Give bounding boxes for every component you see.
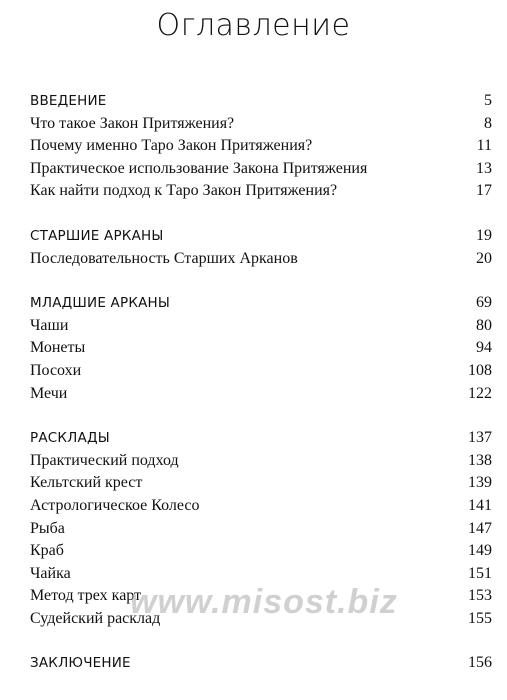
- table-of-contents: [30, 90, 492, 675]
- toc-entry-title: Судейский расклад: [30, 609, 161, 627]
- toc-entry: [30, 337, 492, 360]
- toc-page-number: 137: [468, 429, 492, 447]
- toc-page-number: 13: [476, 159, 492, 177]
- toc-entry-title: Чайка: [30, 564, 71, 582]
- toc-entry: [30, 495, 492, 518]
- toc-entry: [30, 585, 492, 608]
- toc-entry: [30, 540, 492, 563]
- section-spacer: [30, 270, 492, 292]
- toc-entry-title: Посохи: [30, 361, 82, 379]
- toc-heading-row: [30, 225, 492, 248]
- toc-page-number: 20: [476, 249, 492, 267]
- toc-page-number: 80: [476, 316, 492, 334]
- toc-entry-title: Практическое использование Закона Притяжения: [30, 159, 368, 177]
- page-title: Оглавление: [156, 8, 351, 43]
- toc-page-number: 108: [468, 361, 492, 379]
- toc-section-minor-arcana: [30, 292, 492, 405]
- toc-entry-title: Практический подход: [30, 451, 179, 469]
- toc-page-number: 156: [468, 654, 492, 672]
- toc-entry: [30, 472, 492, 495]
- toc-entry: [30, 518, 492, 541]
- section-spacer: [30, 405, 492, 427]
- toc-page-number: 19: [476, 226, 492, 244]
- toc-section-conclusion: [30, 652, 492, 675]
- toc-heading-title: РАСКЛАДЫ: [30, 430, 110, 447]
- toc-page-number: 155: [468, 609, 492, 627]
- section-spacer: [30, 630, 492, 652]
- toc-entry: [30, 135, 492, 158]
- toc-entry: [30, 315, 492, 338]
- toc-page-number: 147: [468, 519, 492, 537]
- toc-entry: [30, 248, 492, 271]
- toc-entry-title: Астрологическое Колесо: [30, 496, 200, 514]
- toc-entry: [30, 180, 492, 203]
- toc-heading-title: ЗАКЛЮЧЕНИЕ: [30, 655, 131, 672]
- toc-entry: [30, 383, 492, 406]
- toc-page-number: 69: [476, 294, 492, 312]
- toc-entry: [30, 360, 492, 383]
- toc-entry: [30, 158, 492, 181]
- toc-page-number: 5: [484, 92, 492, 109]
- toc-entry: [30, 608, 492, 631]
- toc-entry-title: Кельтский крест: [30, 474, 143, 492]
- toc-entry-title: Мечи: [30, 384, 68, 402]
- toc-page-number: 139: [468, 474, 492, 492]
- toc-page-number: 94: [476, 339, 492, 357]
- toc-entry-title: Метод трех карт: [30, 587, 142, 605]
- toc-entry: [30, 113, 492, 136]
- toc-heading-title: ВВЕДЕНИЕ: [30, 93, 107, 109]
- toc-section-major-arcana: [30, 225, 492, 270]
- toc-entry-title: Краб: [30, 542, 64, 560]
- toc-entry-title: Чаши: [30, 316, 69, 334]
- toc-entry-title: Как найти подход к Таро Закон Притяжения?: [30, 182, 338, 200]
- toc-entry: [30, 563, 492, 586]
- toc-section-introduction: [30, 90, 492, 203]
- toc-page-number: 149: [468, 542, 492, 560]
- toc-page-number: 17: [476, 182, 492, 200]
- toc-entry-title: Что такое Закон Притяжения?: [30, 114, 235, 132]
- toc-heading-title: СТАРШИЕ АРКАНЫ: [30, 227, 164, 244]
- toc-heading-title: МЛАДШИЕ АРКАНЫ: [30, 295, 170, 312]
- toc-heading-row: [30, 427, 492, 450]
- toc-entry: [30, 450, 492, 473]
- toc-entry-title: Почему именно Таро Закон Притяжения?: [30, 137, 313, 155]
- toc-page-number: 138: [468, 451, 492, 469]
- toc-heading-row: [30, 652, 492, 675]
- toc-heading-row: [30, 90, 492, 113]
- toc-entry-title: Последовательность Старших Арканов: [30, 249, 298, 267]
- toc-entry-title: Монеты: [30, 339, 86, 357]
- toc-page-number: 141: [468, 496, 492, 514]
- toc-section-spreads: [30, 427, 492, 630]
- watermark: www.misost.biz: [130, 583, 398, 621]
- toc-page-number: 151: [468, 564, 492, 582]
- toc-page-number: 122: [468, 384, 492, 402]
- toc-heading-row: [30, 292, 492, 315]
- toc-page-number: 8: [484, 114, 492, 132]
- toc-entry-title: Рыба: [30, 519, 65, 537]
- section-spacer: [30, 203, 492, 225]
- toc-page-number: 11: [476, 137, 492, 155]
- toc-page-number: 153: [468, 587, 492, 605]
